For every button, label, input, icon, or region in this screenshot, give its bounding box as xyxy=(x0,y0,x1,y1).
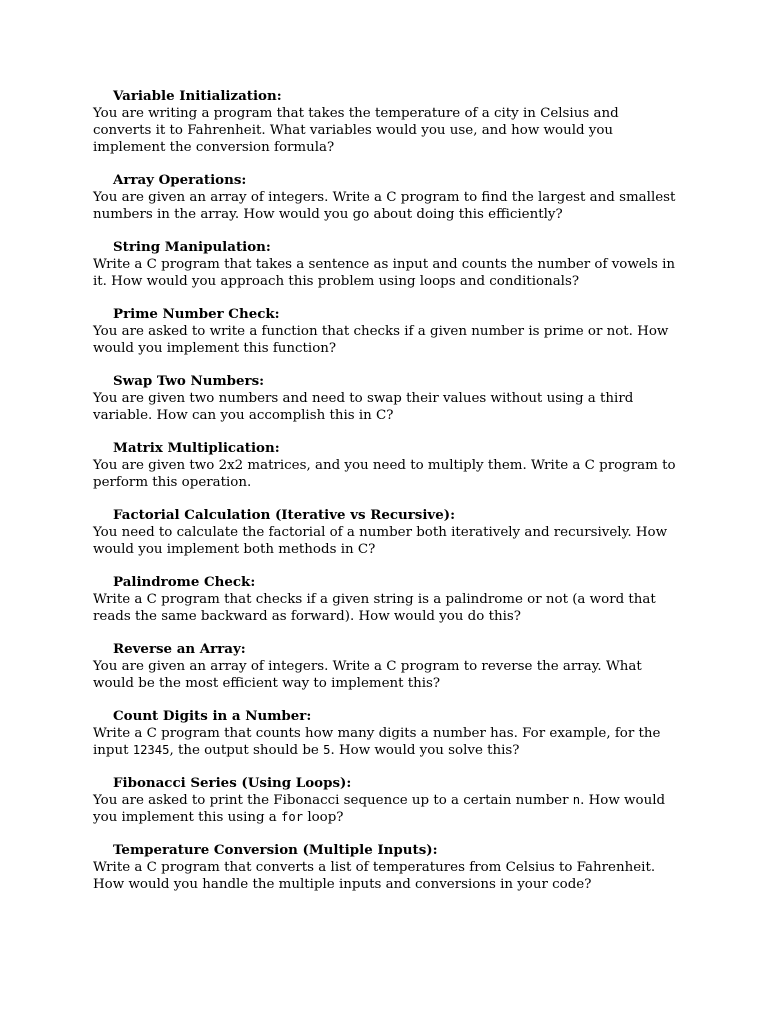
inline-code: 12345 xyxy=(132,743,170,757)
question-item xyxy=(93,440,678,491)
question-title: Prime Number Check: xyxy=(113,306,280,322)
question-title: Factorial Calculation (Iterative vs Recursive): xyxy=(113,507,456,523)
question-item xyxy=(93,373,678,424)
question-title: Swap Two Numbers: xyxy=(113,373,265,389)
question-body-text: You are asked to print the Fibonacci sequence up to a certain number xyxy=(93,793,573,808)
question-item xyxy=(93,88,678,156)
question-item xyxy=(93,507,678,558)
question-body-text: , the output should be xyxy=(169,743,324,758)
question-body: You are given two 2x2 matrices, and you need to multiply them. Write a C program to perform this operation. xyxy=(93,458,676,490)
question-title: Array Operations: xyxy=(113,172,247,188)
question-item xyxy=(93,775,678,826)
question-body: You are asked to write a function that checks if a given number is prime or not. How would you implement this function? xyxy=(93,324,669,356)
question-item xyxy=(93,306,678,357)
question-title: Temperature Conversion (Multiple Inputs): xyxy=(113,842,438,858)
question-body-text: loop? xyxy=(303,810,344,825)
question-body: Write a C program that converts a list of temperatures from Celsius to Fahrenheit. How would you handle the multiple inputs and conversions in your code? xyxy=(93,860,656,892)
question-item xyxy=(93,842,678,893)
question-body xyxy=(93,792,678,826)
question-body: You are given two numbers and need to swap their values without using a third variable. How can you accomplish this in C? xyxy=(93,391,634,423)
question-item xyxy=(93,172,678,223)
question-body xyxy=(93,725,678,759)
question-body-text: . How would you implement this using a xyxy=(93,793,666,825)
inline-code: 5 xyxy=(323,743,331,757)
question-body: You need to calculate the factorial of a number both iteratively and recursively. How would you implement both methods in C? xyxy=(93,525,668,557)
question-title: Count Digits in a Number: xyxy=(113,708,312,724)
inline-code: n xyxy=(572,793,581,807)
question-body: You are given an array of integers. Write a C program to reverse the array. What would be the most efficient way to implement this? xyxy=(93,659,642,691)
question-body: Write a C program that takes a sentence as input and counts the number of vowels in it. How would you approach this problem using loops and conditionals? xyxy=(93,257,676,289)
question-item xyxy=(93,574,678,625)
question-item xyxy=(93,641,678,692)
inline-code: for xyxy=(281,810,304,824)
question-item xyxy=(93,708,678,759)
question-body: You are writing a program that takes the temperature of a city in Celsius and converts it to Fahrenheit. What variables would you use, and how would you implement the conversion formula? xyxy=(93,106,619,155)
question-item xyxy=(93,239,678,290)
document-page xyxy=(93,88,678,909)
question-body-text: Write a C program that counts how many digits a number has. For example, for the input xyxy=(93,726,661,758)
question-title: Reverse an Array: xyxy=(113,641,246,657)
question-body: Write a C program that checks if a given string is a palindrome or not (a word that reads the same backward as forward). How would you do this? xyxy=(93,592,656,624)
question-body-text: . How would you solve this? xyxy=(330,743,520,758)
question-title: Matrix Multiplication: xyxy=(113,440,280,456)
question-title: Variable Initialization: xyxy=(113,88,282,104)
question-title: Fibonacci Series (Using Loops): xyxy=(113,775,352,791)
question-title: Palindrome Check: xyxy=(113,574,256,590)
question-title: String Manipulation: xyxy=(113,239,271,255)
question-body: You are given an array of integers. Write a C program to find the largest and smallest numbers in the array. How would you go about doing this efficiently? xyxy=(93,190,676,222)
